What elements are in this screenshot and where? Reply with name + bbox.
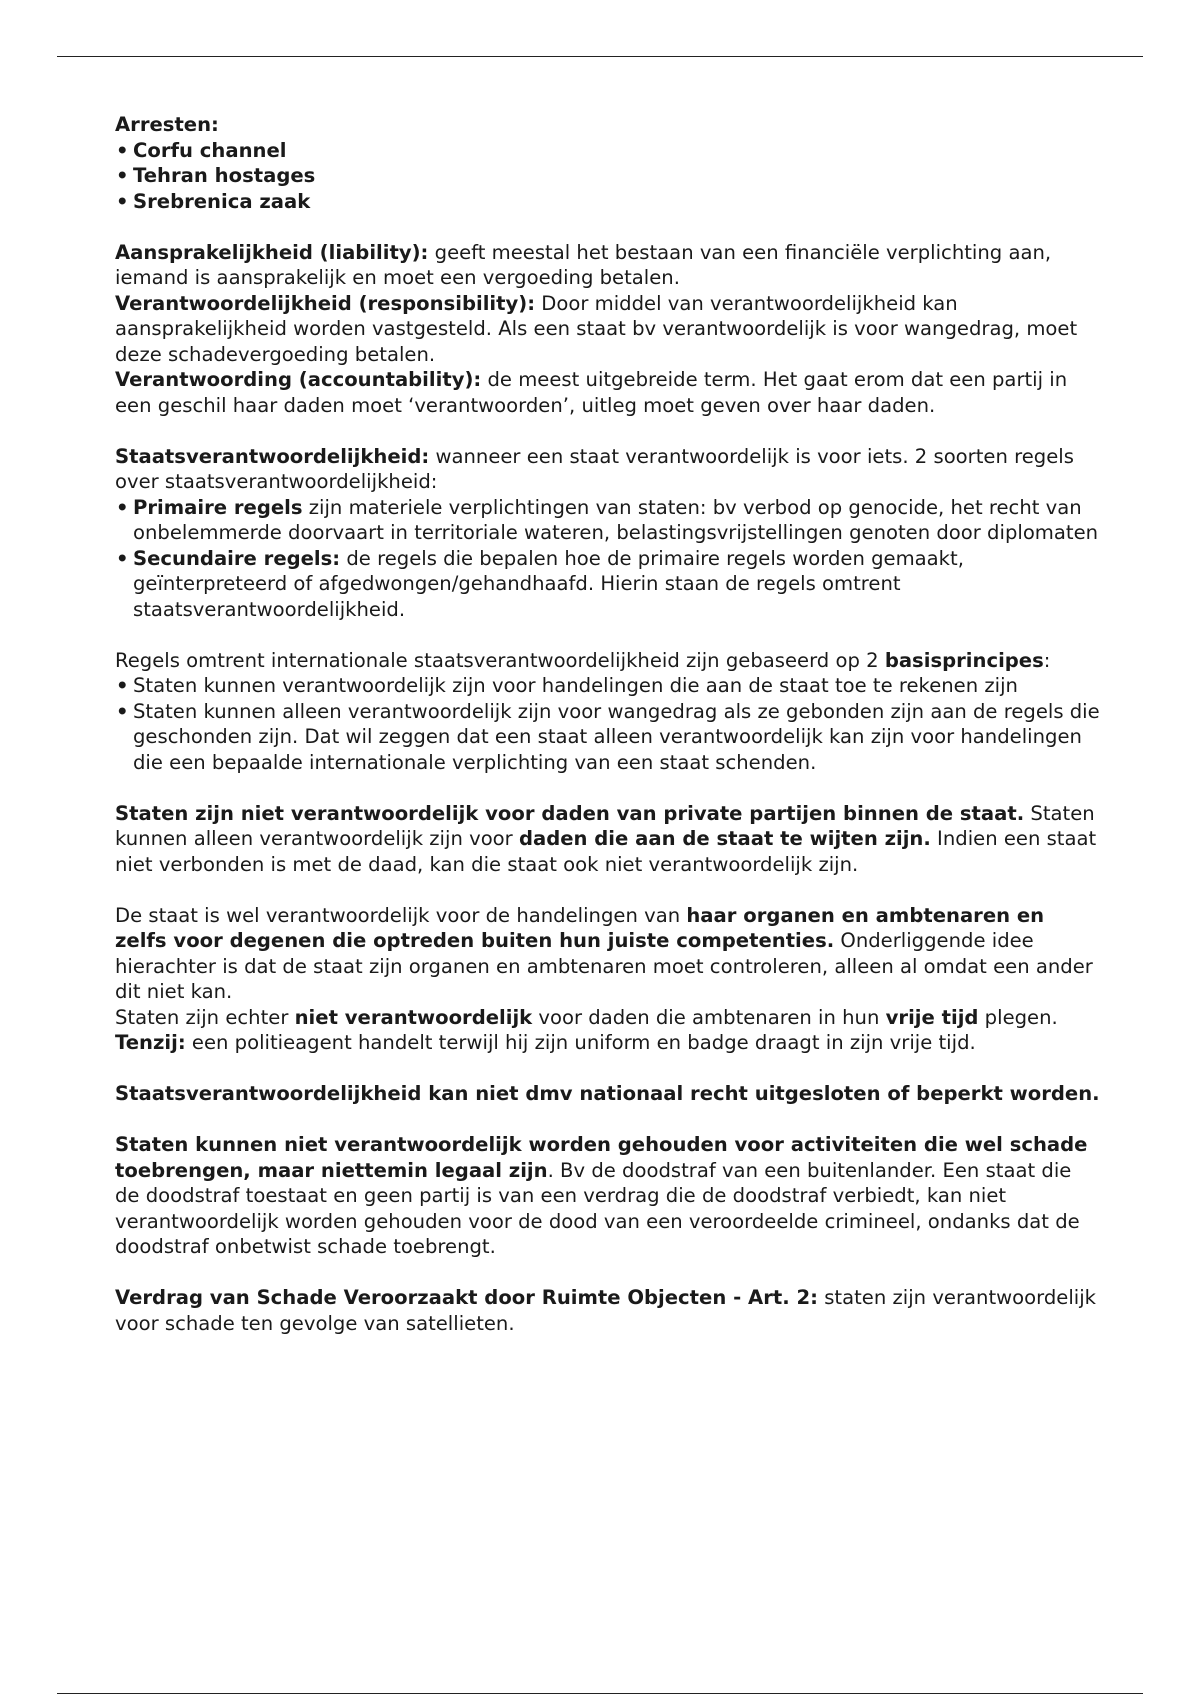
legaal-paragraph: Staten kunnen niet verantwoordelijk worden gehouden voor activiteiten die wel schade toebrengen, maar niettemin legaal zijn. Bv de doodstraf van een buitenlander. Een staat die de doodstraf toestaat en geen partij is van een verdrag die de doodstraf verbiedt, kan niet verantwoordelijk worden gehouden voor de dood van een veroordeelde crimineel, ondanks dat de doodstraf onbetwist schade toebrengt. [115,1133,1088,1258]
list-item: • Srebrenica zaak [115,189,1100,215]
list-item: • Secundaire regels: de regels die bepalen hoe de primaire regels worden gemaakt, geïnterpreteerd of afgedwongen/gehandhaafd. Hierin staan de regels omtrent staatsverantwoordelijkheid. [115,546,1100,623]
definition-accountability: Verantwoording (accountability): de meest uitgebreide term. Het gaat erom dat een partij in een geschil haar daden moet ‘verantwoorden’, uitleg moet geven over haar daden. [115,368,1068,417]
staatsverantwoordelijkheid-section: Staatsverantwoordelijkheid: wanneer een staat verantwoordelijk is voor iets. 2 soorten regels over staatsverantwoordelijkheid: • Primaire regels zijn materiele verplichtingen van staten: bv verbod op genocide, het recht van onbelemmerde doorvaart in territoriale wateren, belastingsvrijstellingen genoten door diplomaten • Secundaire regels: de regels die bepalen hoe de primaire regels worden gemaakt, geïnterpreteerd of afgedwongen/gehandhaafd. Hierin staan de regels omtrent staatsverantwoordelijkheid. [115,444,1100,623]
list-item: • Staten kunnen verantwoordelijk zijn voor handelingen die aan de staat toe te rekenen zijn [115,673,1100,699]
header-rule [57,56,1143,57]
basisprincipes-list [115,673,1100,775]
footer-rule [57,1693,1143,1694]
definitions-section [115,240,1100,419]
verdrag-paragraph: Verdrag van Schade Veroorzaakt door Ruimte Objecten - Art. 2: staten zijn verantwoordelijk voor schade ten gevolge van satellieten. [115,1286,1097,1335]
list-item: • Primaire regels zijn materiele verplichtingen van staten: bv verbod op genocide, het recht van onbelemmerde doorvaart in territoriale wateren, belastingsvrijstellingen genoten door diplomaten [115,495,1100,546]
private-partijen-paragraph: Staten zijn niet verantwoordelijk voor daden van private partijen binnen de staat. Staten kunnen alleen verantwoordelijk zijn voor daden die aan de staat te wijten zijn. Indien een staat niet verbonden is met de daad, kan die staat ook niet verantwoordelijk zijn. [115,801,1097,876]
definition-responsibility: Verantwoordelijkheid (responsibility): Door middel van verantwoordelijkheid kan aansprakelijkheid worden vastgesteld. Als een staat bv verantwoordelijk is voor wangedrag, moet deze schadevergoeding betalen. [115,291,1078,366]
arresten-heading: Arresten: [115,113,219,136]
nationaal-recht-paragraph: Staatsverantwoordelijkheid kan niet dmv nationaal recht uitgesloten of beperkt worden. [115,1082,1100,1105]
arresten-list [115,138,1100,215]
definition-liability: Aansprakelijkheid (liability): geeft meestal het bestaan van een financiële verplichting aan, iemand is aansprakelijk en moet een vergoeding betalen. [115,240,1052,289]
list-item: • Tehran hostages [115,163,1100,189]
organen-paragraph: De staat is wel verantwoordelijk voor de handelingen van haar organen en ambtenaren en zelfs voor degenen die optreden buiten hun juiste competenties. Onderliggende idee hierachter is dat de staat zijn organen en ambtenaren moet controleren, alleen al omdat een ander dit niet kan. Staten zijn echter niet verantwoordelijk voor daden die ambtenaren in hun vrije tijd plegen. Tenzij: een politieagent handelt terwijl hij zijn uniform en badge draagt in zijn vrije tijd. [115,903,1093,1054]
list-item: • Staten kunnen alleen verantwoordelijk zijn voor wangedrag als ze gebonden zijn aan de regels die geschonden zijn. Dat wil zeggen dat een staat alleen verantwoordelijk kan zijn voor handelingen die een bepaalde internationale verplichting van een staat schenden. [115,699,1100,776]
arresten-section [115,112,1100,214]
document-body [115,112,1100,1336]
basisprincipes-section: Regels omtrent internationale staatsverantwoordelijkheid zijn gebaseerd op 2 basisprincipes: • Staten kunnen verantwoordelijk zijn voor handelingen die aan de staat toe te rekenen zijn • Staten kunnen alleen verantwoordelijk zijn voor wangedrag als ze gebonden zijn aan de regels die geschonden zijn. Dat wil zeggen dat een staat alleen verantwoordelijk kan zijn voor handelingen die een bepaalde internationale verplichting van een staat schenden. [115,648,1100,776]
regels-list [115,495,1100,623]
list-item: • Corfu channel [115,138,1100,164]
